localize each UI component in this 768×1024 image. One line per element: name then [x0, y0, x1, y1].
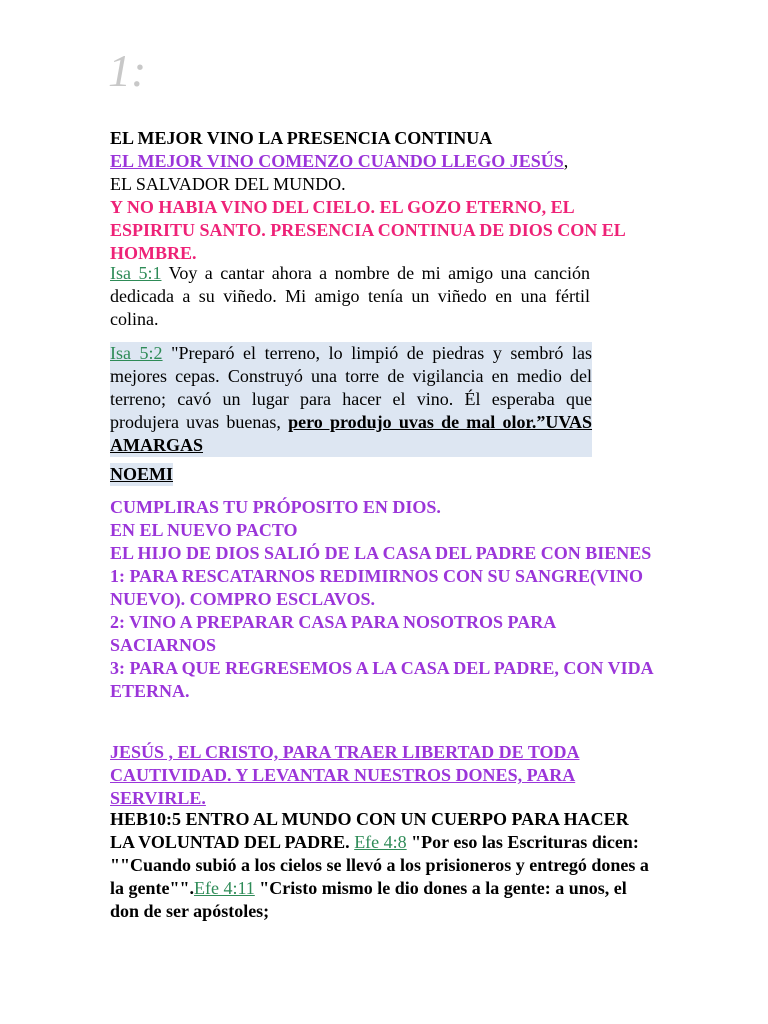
jesus-paragraph[interactable]: JESÚS , EL CRISTO, PARA TRAER LIBERTAD DE TODA CAUTIVIDAD. Y LEVANTAR NUESTROS DONES, PARA SERVIRLE. [110, 742, 580, 808]
heb-paragraph [110, 808, 650, 923]
purple-line: 3: PARA QUE REGRESEMOS A LA CASA DEL PADRE, CON VIDA ETERNA. [110, 658, 653, 701]
document-heading: EL MEJOR VINO LA PRESENCIA CONTINUA [110, 128, 493, 148]
verse-text: "Preparó el terreno, lo limpió de piedras y sembró las mejores cepas. Construyó una torre de vigilancia en medio del terreno; cavó un lugar para hacer el vino. Él esperaba que produjera uvas buenas, [110, 343, 592, 432]
isa-5-1-paragraph [110, 262, 590, 331]
heading-link[interactable]: EL MEJOR VINO COMENZO CUANDO LLEGO JESÚS [110, 151, 564, 171]
purple-line: CUMPLIRAS TU PRÓPOSITO EN DIOS. [110, 497, 441, 517]
verse-link-efe-4-8[interactable]: Efe 4:8 [354, 832, 407, 852]
line-mejor-vino [110, 150, 650, 173]
heb-text: "Por eso las Escrituras dicen: ""Cuando subió a los cielos se llevó a los prisioneros y entregó dones a la gente"". [110, 832, 649, 898]
heb-text: "Cristo mismo le dio dones a la gente: a unos, el don de ser apóstoles; [110, 878, 627, 921]
noemi-heading: NOEMI [110, 464, 173, 484]
purple-list [110, 496, 655, 703]
purple-line: EL HIJO DE DIOS SALIÓ DE LA CASA DEL PADRE CON BIENES [110, 543, 652, 563]
isa-5-2-paragraph [110, 342, 592, 457]
purple-line: 1: PARA RESCATARNOS REDIMIRNOS CON SU SANGRE(VINO NUEVO). COMPRO ESCLAVOS. [110, 566, 644, 609]
pink-paragraph: Y NO HABIA VINO DEL CIELO. EL GOZO ETERNO, EL ESPIRITU SANTO. PRESENCIA CONTINUA DE DIOS CON EL HOMBRE. [110, 197, 625, 263]
verse-link-isa-5-1[interactable]: Isa 5:1 [110, 263, 162, 283]
verse-emphasis: pero produjo uvas de mal olor.”UVAS AMARGAS [110, 412, 593, 455]
verse-link-efe-4-11[interactable]: Efe 4:11 [193, 878, 255, 898]
verse-text: Voy a cantar ahora a nombre de mi amigo una canción dedicada a su viñedo. Mi amigo tenía un viñedo en una fértil colina. [110, 263, 590, 329]
line-salvador: EL SALVADOR DEL MUNDO. [110, 174, 346, 194]
purple-line: EN EL NUEVO PACTO [110, 520, 298, 540]
purple-line: 2: VINO A PREPARAR CASA PARA NOSOTROS PARA SACIARNOS [110, 612, 556, 655]
page-number: 1: [108, 45, 147, 96]
verse-link-isa-5-2[interactable]: Isa 5:2 [110, 343, 163, 363]
comma: , [563, 151, 569, 171]
heb-text: HEB10:5 ENTRO AL MUNDO CON UN CUERPO PARA HACER LA VOLUNTAD DEL PADRE. [110, 809, 629, 852]
